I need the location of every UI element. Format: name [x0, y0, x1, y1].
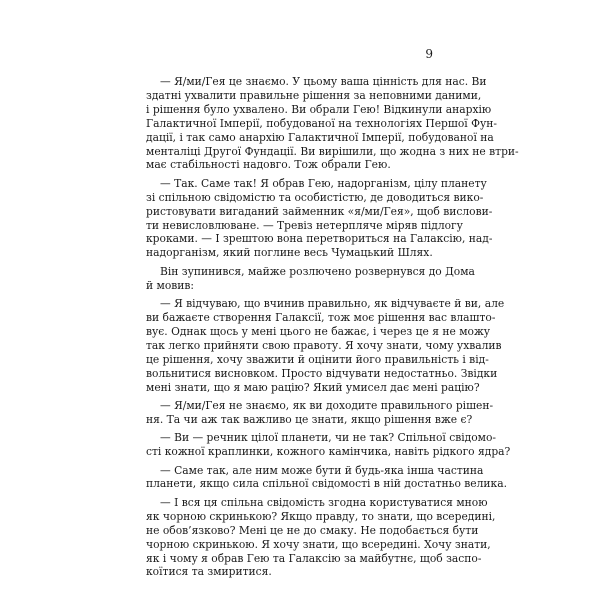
text-line: Він зупинився, майже розлючено розвернувся до Дома — [160, 264, 475, 278]
text-line: не обов’язково? Мені це не до смаку. Не подобається бути — [146, 523, 479, 537]
text-line: здатні ухвалити правильне рішення за неповними даними, — [146, 88, 482, 102]
text-line: й мовив: — [146, 278, 195, 292]
text-line: вує. Однак щось у мені цього не бажає, і через це я не можу — [146, 324, 491, 338]
text-line: Галактичної Імперії, побудованої на технологіях Першої Фун- — [146, 116, 497, 130]
text-line: це рішення, хочу зважити й оцінити його правильність і від- — [146, 352, 489, 366]
text-line: надорганізм, який поглине весь Чумацький Шлях. — [146, 246, 433, 260]
text-line: — Саме так, але ним може бути й будь-яка інша частина — [160, 463, 484, 477]
paragraph — [146, 176, 493, 260]
text-line: кроками. — І зрештою вона перетвориться на Галаксію, над- — [146, 232, 493, 246]
text-line: планети, якщо сила спільної свідомості в ній достатньо велика. — [146, 477, 507, 491]
text-line: менталіці Другої Фундації. Ви вирішили, що жодна з них не втри- — [146, 144, 519, 158]
text-line: ристовувати вигаданий займенник «я/ми/Гея», щоб вислови- — [146, 204, 493, 218]
paragraph — [146, 75, 519, 172]
text-line: — Я/ми/Гея не знаємо, як ви доходите правильного рішен- — [160, 398, 494, 412]
text-line: — Я відчуваю, що вчинив правильно, як відчуваєте й ви, але — [160, 297, 505, 311]
text-line: — Я/ми/Гея це знаємо. У цьому ваша цінність для нас. Ви — [160, 75, 487, 88]
paragraph — [146, 398, 494, 427]
text-line: ня. Та чи аж так важливо це знати, якщо рішення вже є? — [146, 412, 473, 426]
text-line: коїтися та змиритися. — [146, 565, 272, 579]
paragraph — [146, 431, 511, 459]
paragraph — [146, 297, 505, 394]
text-line: так легко прийняти свою правоту. Я хочу знати, чому ухвалив — [146, 338, 502, 352]
text-line: чорною скринькою. Я хочу знати, що всередині. Хочу знати, — [146, 537, 491, 551]
text-line: зі спільною свідомістю та особистістю, де доводиться вико- — [146, 190, 484, 204]
text-line: — І вся ця спільна свідомість згодна користуватися мною — [160, 495, 488, 509]
text-line: і рішення було ухвалено. Ви обрали Гею! Відкинули анархію — [146, 102, 492, 116]
text-line: — Ви — речник цілої планети, чи не так? Спільної свідомо- — [160, 431, 497, 445]
text-line: ви бажаєте створення Галаксії, тож моє рішення вас влашто- — [146, 311, 496, 324]
paragraph — [146, 495, 496, 579]
text-line: має стабільності надовго. Тож обрали Гею. — [146, 158, 391, 172]
text-line: сті кожної краплинки, кожного камінчика, навіть рідкого ядра? — [146, 445, 511, 459]
paragraph — [146, 463, 507, 492]
text-line: мені знати, що я маю рацію? Який умисел дає мені рацію? — [146, 380, 480, 394]
text-line: як чорною скринькою? Якщо правду, то знати, що всередині, — [146, 509, 496, 523]
text-line: вольнитися висновком. Просто відчувати недостатньо. Звідки — [146, 366, 498, 380]
paragraph — [146, 264, 475, 293]
text-line: — Так. Саме так! Я обрав Гею, надорганізм, цілу планету — [160, 176, 487, 190]
text-line: як і чому я обрав Гею та Галаксію за майбутнє, щоб заспо- — [146, 551, 482, 565]
text-line: ти невисловлюване. — Тревіз нетерпляче міряв підлогу — [146, 218, 463, 232]
page-number: 9 — [425, 47, 433, 61]
text-line: дації, і так само анархію Галактичної Імперії, побудованої на — [146, 130, 494, 144]
text-block — [146, 75, 519, 584]
